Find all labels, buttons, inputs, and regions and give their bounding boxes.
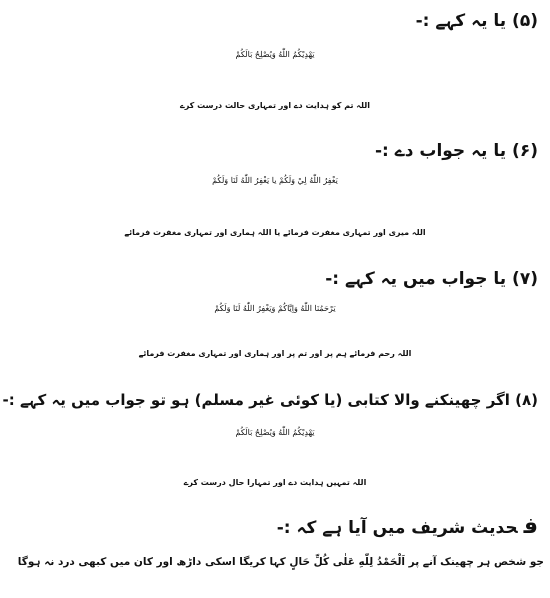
hadith-text: جو شخص ہر چھینک آنے پر اَلْحَمْدُ لِلّٰهِ عَلٰى كُلِّ حَالٍ کہا کریگا اسکی داڑھ اور کان میں کبھی درد نہ ہوگا <box>17 556 544 568</box>
section-6-translation: اللہ میری اور تمہاری مغفرت فرمائے یا اللہ ہماری اور تمہاری مغفرت فرمائے <box>124 228 426 237</box>
section-8-arabic: يَهْدِيْكُمُ اللّٰهُ وَيُصْلِحُ بَالَكُمْ <box>235 428 315 437</box>
section-6-heading: (۶) یا یہ جواب دے :- <box>374 141 538 161</box>
section-8-heading: (۸) اگر چھینکنے والا کتابی (یا کوئی غیر مسلم) ہو تو جواب میں یہ کہے :- <box>2 391 538 409</box>
note-mark: ف <box>523 514 538 539</box>
section-5-translation: اللہ تم کو ہدایت دے اور تمہاری حالت درست کرے <box>180 101 370 110</box>
note-heading <box>277 514 538 539</box>
section-5-heading: (۵) یا یہ کہے :- <box>415 11 538 31</box>
section-7-heading: (۷) یا جواب میں یہ کہے :- <box>325 269 538 289</box>
section-5-arabic: يَهْدِيْكُمُ اللّٰهُ وَيُصْلِحُ بَالَكُمْ <box>235 50 315 59</box>
section-7-arabic: يَرْحَمُنَا اللّٰهُ وَاِيَّاكُمْ وَيَغْفِرُ اللّٰهُ لَنَا وَلَكُمْ <box>214 304 336 313</box>
note-heading-text: حدیث شریف میں آیا ہے کہ :- <box>276 518 518 538</box>
section-6-arabic: يَغْفِرُ اللّٰهُ لِيْ وَلَكُمْ يا يَغْفِرُ اللّٰهُ لَنَا وَلَكُمْ <box>212 176 338 185</box>
section-7-translation: اللہ رحم فرمائے ہم پر اور تم پر اور ہماری اور تمہاری مغفرت فرمائے <box>138 349 412 358</box>
section-8-translation: اللہ تمہیں ہدایت دے اور تمہارا حال درست کرے <box>183 478 367 487</box>
